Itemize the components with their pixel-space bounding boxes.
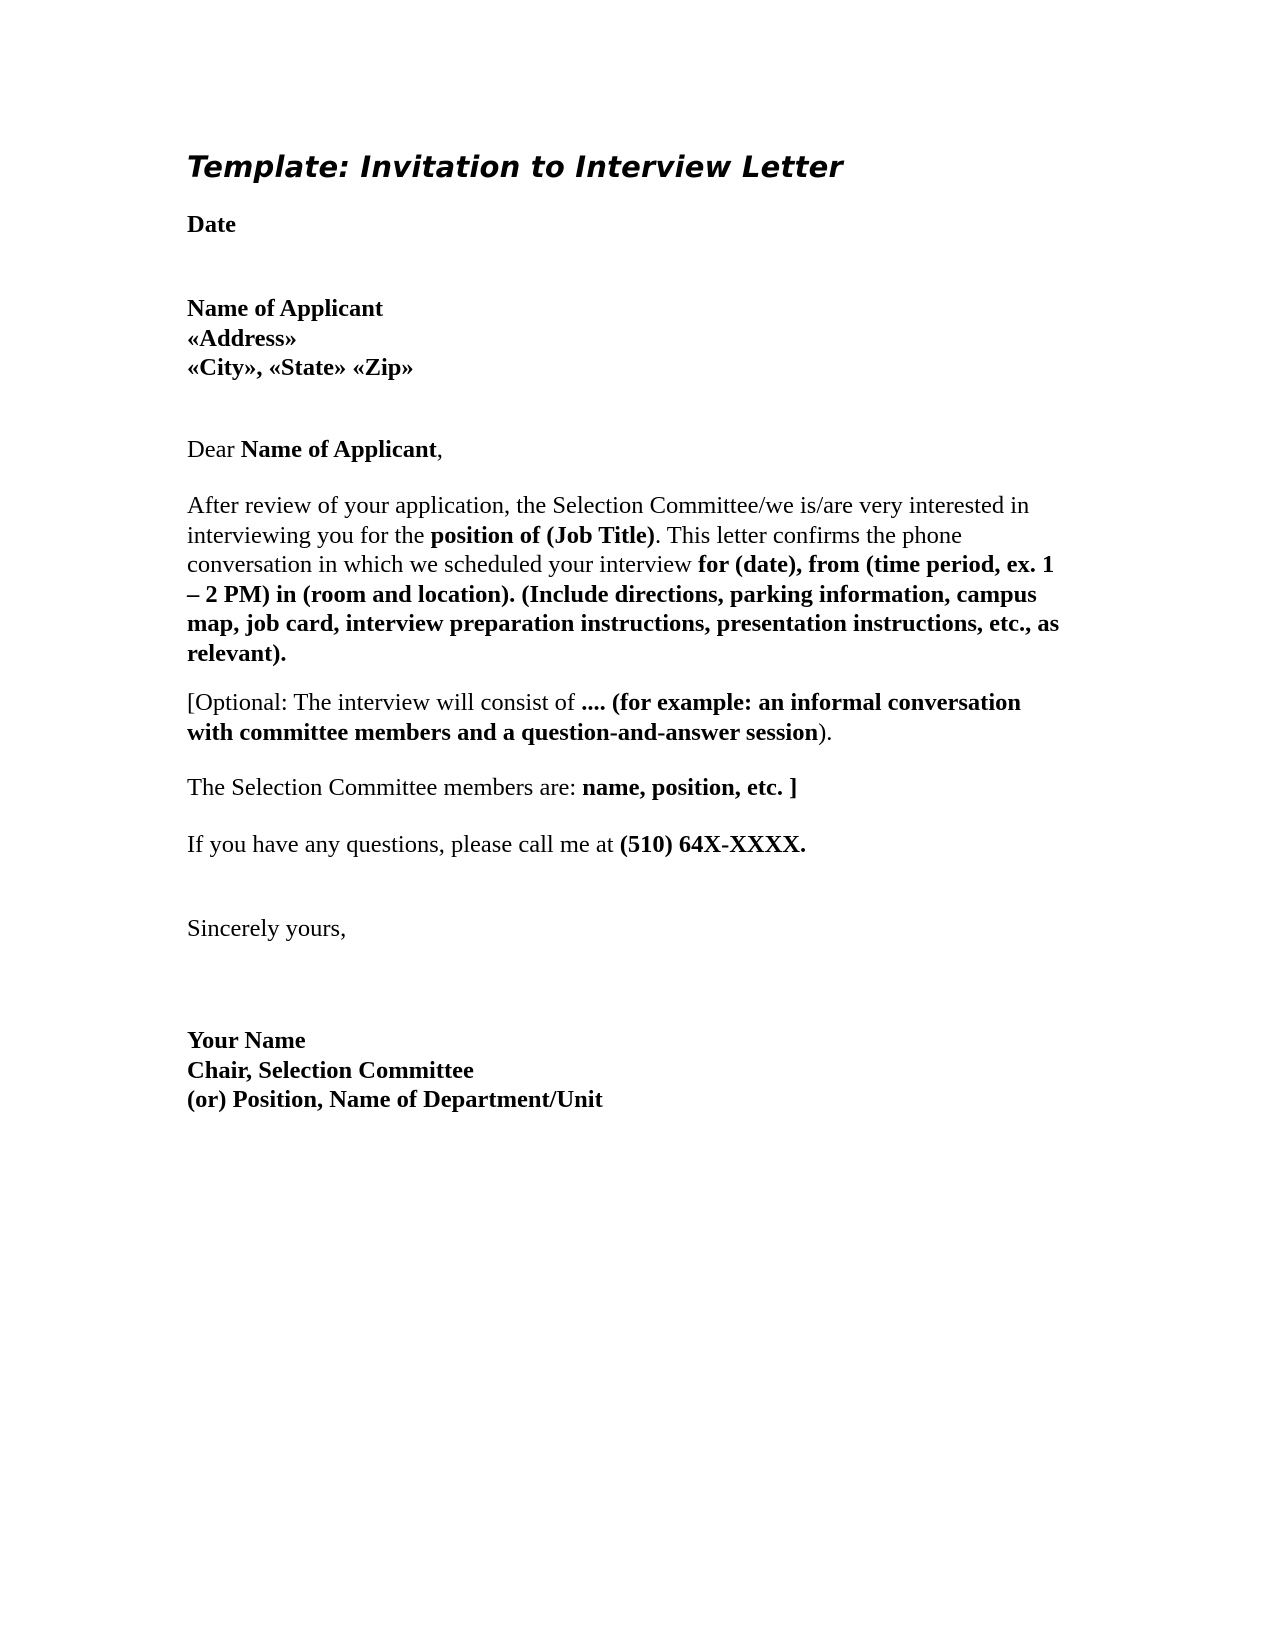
salutation-prefix: Dear xyxy=(187,436,241,463)
para1-line2-text: interviewing you for the xyxy=(187,521,431,549)
para1-line2 xyxy=(187,521,1059,551)
phone-number: (510) 64X-XXXX. xyxy=(619,831,807,858)
salutation-suffix: , xyxy=(436,436,443,463)
body-paragraph-2 xyxy=(187,688,1021,747)
recipient-name: Name of Applicant xyxy=(187,295,383,322)
para1-line6: relevant). xyxy=(187,639,287,667)
date-label: Date xyxy=(187,211,236,238)
para1-line3 xyxy=(187,550,1059,580)
salutation xyxy=(187,435,443,465)
para2-line1-text: [Optional: The interview will consist of xyxy=(187,689,582,716)
date-time-placeholder: for (date), from (time period, ex. 1 xyxy=(697,551,1055,579)
signature-department: (or) Position, Name of Department/Unit xyxy=(187,1086,603,1114)
para1-line2-suffix: . This letter confirms the phone xyxy=(654,521,963,549)
signature-title: Chair, Selection Committee xyxy=(187,1056,474,1084)
committee-members-placeholder: name, position, etc. ] xyxy=(582,774,798,801)
para2-line1 xyxy=(187,688,1021,718)
recipient-street: «Address» xyxy=(187,324,297,352)
para2-line2-suffix: ). xyxy=(818,718,833,746)
para1-line5: map, job card, interview preparation instructions, presentation instructions, etc., as xyxy=(187,610,1060,638)
para1-line1: After review of your application, the Selection Committee/we is/are very interested in xyxy=(187,492,1030,519)
body-paragraph-1 xyxy=(187,491,1059,669)
recipient-address xyxy=(187,294,414,383)
para2-line2 xyxy=(187,718,1021,748)
salutation-name: Name of Applicant xyxy=(240,436,437,463)
recipient-city-state-zip: «City», «State» «Zip» xyxy=(187,354,414,382)
closing: Sincerely yours, xyxy=(187,915,347,942)
page-title: Template: Invitation to Interview Letter xyxy=(187,150,843,184)
signature-block xyxy=(187,1026,603,1115)
para4-text: If you have any questions, please call me at xyxy=(187,831,620,858)
signature-name: Your Name xyxy=(187,1027,306,1054)
body-paragraph-4 xyxy=(187,830,806,860)
job-title-placeholder: position of (Job Title) xyxy=(430,521,655,549)
para1-line3-text: conversation in which we scheduled your interview xyxy=(187,551,698,579)
para3-text: The Selection Committee members are: xyxy=(187,774,583,801)
body-paragraph-3 xyxy=(187,773,797,803)
para2-line1-bold: .... (for example: an informal conversation xyxy=(581,689,1022,716)
para2-line2-bold: with committee members and a question-and-answer session xyxy=(187,718,819,746)
para1-line4: – 2 PM) in (room and location). (Include directions, parking information, campus xyxy=(187,580,1037,608)
